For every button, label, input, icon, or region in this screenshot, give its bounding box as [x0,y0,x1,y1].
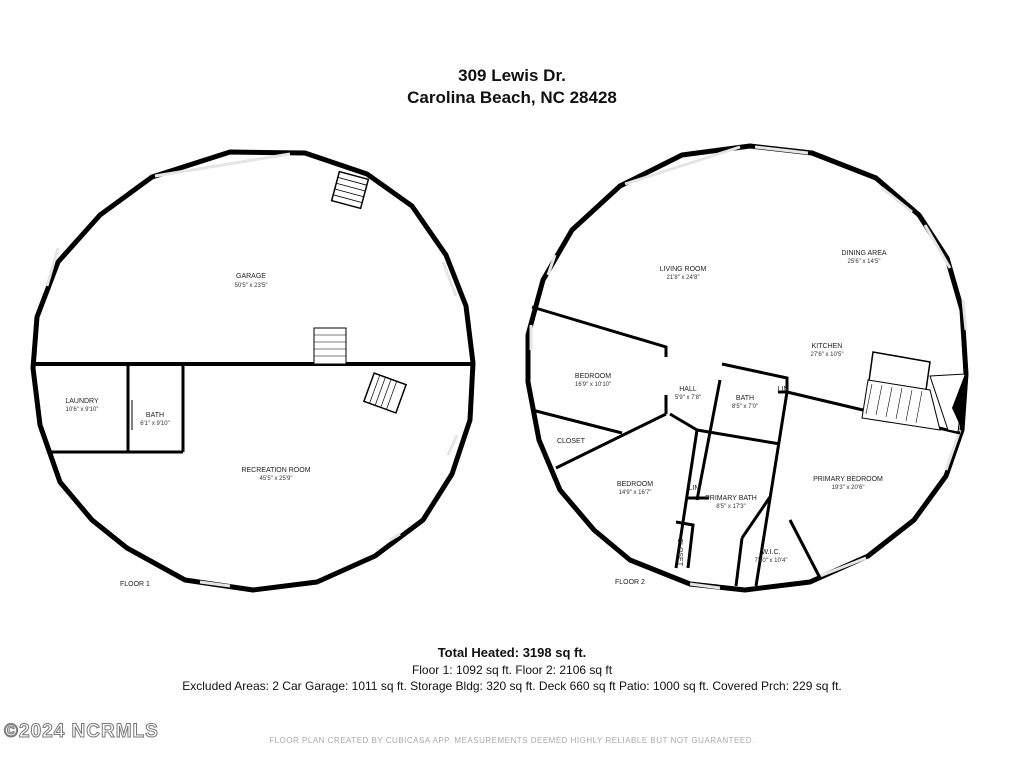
room-dining-name: DINING AREA [841,250,887,257]
room-bedroom-2-name: BEDROOM [616,481,654,488]
address-line-2: Carolina Beach, NC 28428 [407,88,617,107]
summary-excluded: Excluded Areas: 2 Car Garage: 1011 sq ft. Storage Bldg: 320 sq ft. Deck 660 sq ft Patio: 1000 sq ft. Covered Prch: 229 sq ft. [182,679,842,693]
address-line-1: 309 Lewis Dr. [458,66,566,85]
room-bath-1-dims: 6'1" x 9'10" [140,421,170,427]
floor-1-stairs-top [332,172,369,209]
disclaimer: FLOOR PLAN CREATED BY CUBICASA APP. MEASUREMENTS DEEMED HIGHLY RELIABLE BUT NOT GUARANTEED. [269,736,755,745]
floor-2-plan [528,146,966,590]
floor-1-stairs-center [314,328,346,364]
room-recreation-dims: 45'5" x 25'9" [259,476,293,482]
floor-2-label: FLOOR 2 [615,579,645,586]
room-lin-1: LIN [777,386,789,393]
room-bath-2-dims: 8'5" x 7'0" [731,404,759,410]
copyright-watermark: ©2024 NCRMLS [4,721,159,742]
floor-1-stairs-rec [364,373,406,413]
room-living-name: LIVING ROOM [659,266,707,273]
floor-1-outer-wall [33,152,473,590]
room-closet-2: CLOSET [676,537,683,567]
summary-total-heated: Total Heated: 3198 sq ft. [437,645,587,660]
room-primary-bath-dims: 8'5" x 17'3" [716,504,746,510]
room-closet-1: CLOSET [556,438,586,445]
floor-1-label: FLOOR 1 [120,581,150,588]
room-bedroom-1-name: BEDROOM [574,373,612,380]
floor-1-plan [33,152,473,590]
room-kitchen-dims: 27'6" x 10'5" [810,352,844,358]
floor-1-windows [47,154,457,586]
room-laundry-dims: 10'6" x 9'10" [65,407,99,413]
room-laundry-name: LAUNDRY [65,398,99,405]
room-primary-bedroom-name: PRIMARY BEDROOM [813,476,883,483]
room-wic-dims: 7'10" x 10'4" [754,558,788,564]
room-hall-dims: 5'9" x 7'8" [674,395,702,401]
room-primary-bath-name: PRIMARY BATH [705,495,757,502]
room-primary-bedroom-dims: 19'3" x 20'6" [831,485,865,491]
summary-floors: Floor 1: 1092 sq ft. Floor 2: 2106 sq ft [411,663,613,677]
floor-2-stairs [862,352,965,432]
room-garage-dims: 50'5" x 23'5" [234,283,268,289]
room-living-dims: 21'8" x 24'8" [666,275,700,281]
room-bedroom-1-dims: 16'9" x 10'10" [574,382,612,388]
room-wic-name: W.I.C. [761,549,781,556]
floor-2-interior-walls [532,307,960,586]
room-bath-1-name: BATH [145,412,165,419]
room-dining-dims: 25'6" x 14'5" [847,259,881,265]
room-lin-2: LIN [688,485,700,492]
room-garage-name: GARAGE [236,273,266,280]
room-bedroom-2-dims: 14'9" x 16'7" [618,490,652,496]
room-recreation-name: RECREATION ROOM [241,467,311,474]
room-kitchen-name: KITCHEN [811,343,843,350]
room-hall-name: HALL [679,386,697,393]
room-bath-2-name: BATH [735,395,755,402]
